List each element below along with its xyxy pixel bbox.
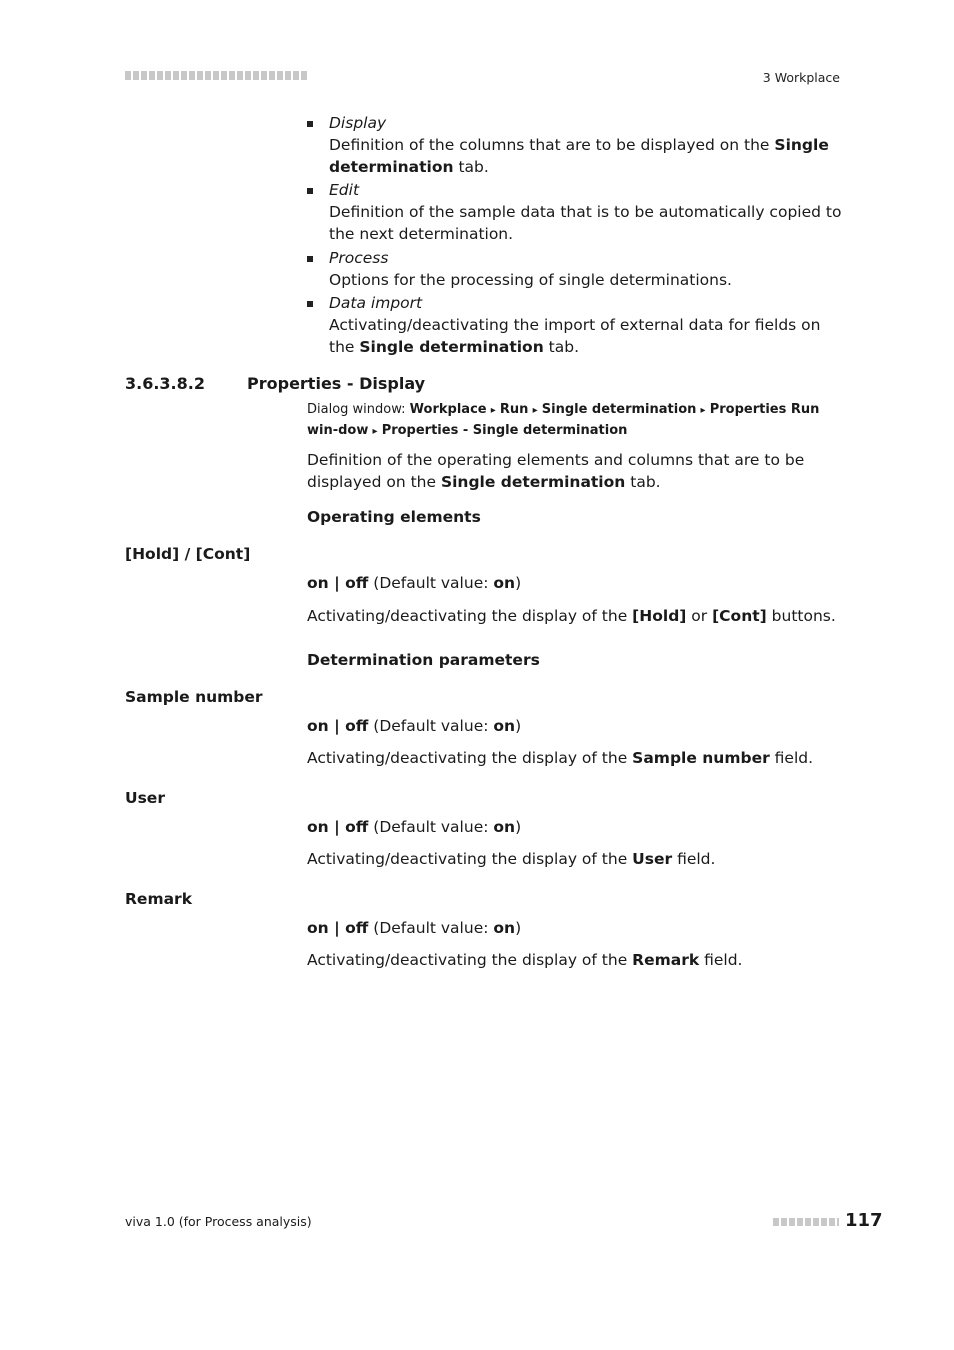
- bullet-desc: Options for the processing of single determinations.: [329, 271, 732, 289]
- bullet-edit: [329, 179, 844, 245]
- bullet-desc: Activating/deactivating the import of external data for fields on the Single determination tab.: [329, 316, 821, 356]
- param-name: User: [125, 789, 165, 807]
- header-chapter: 3 Workplace: [762, 70, 840, 85]
- dialog-path: Dialog window: Workplace ▸ Run ▸ Single determination ▸ Properties Run win-dow ▸ Properties - Single determination: [307, 402, 820, 438]
- bullet-marker: [307, 256, 313, 262]
- bullet-term: Display: [329, 114, 387, 132]
- intro-paragraph: Definition of the operating elements and columns that are to be displayed on the Single determination tab.: [307, 451, 805, 491]
- param-name: [Hold] / [Cont]: [125, 545, 251, 563]
- param-values: on | off (Default value: on): [307, 818, 522, 836]
- param-name: Remark: [125, 890, 193, 908]
- bullet-display: [329, 112, 844, 178]
- param-name: Sample number: [125, 688, 263, 706]
- footer-decoration: [773, 1218, 839, 1226]
- section-number: 3.6.3.8.2: [125, 374, 205, 393]
- header-decoration: [125, 71, 307, 80]
- param-values: on | off (Default value: on): [307, 717, 522, 735]
- bullet-marker: [307, 121, 313, 127]
- group-operating-elements: Operating elements: [307, 508, 481, 526]
- section-title: Properties - Display: [247, 374, 426, 393]
- bullet-data-import: [329, 292, 844, 358]
- bullet-marker: [307, 188, 313, 194]
- param-values: on | off (Default value: on): [307, 574, 522, 592]
- footer-product: viva 1.0 (for Process analysis): [125, 1214, 312, 1229]
- group-determination-parameters: Determination parameters: [307, 651, 540, 669]
- param-values: on | off (Default value: on): [307, 919, 522, 937]
- bullet-desc: Definition of the columns that are to be displayed on the Single determination tab.: [329, 136, 829, 176]
- param-description: Activating/deactivating the display of the Sample number field.: [307, 749, 814, 767]
- bullet-term: Data import: [329, 294, 423, 312]
- page-number: 117: [845, 1210, 883, 1231]
- bullet-marker: [307, 301, 313, 307]
- param-description: Activating/deactivating the display of the [Hold] or [Cont] buttons.: [307, 607, 836, 625]
- param-description: Activating/deactivating the display of the Remark field.: [307, 951, 743, 969]
- bullet-desc: Definition of the sample data that is to be automatically copied to the next determination.: [329, 203, 842, 243]
- bullet-process: [329, 247, 844, 291]
- bullet-term: Process: [329, 249, 389, 267]
- bullet-term: Edit: [329, 181, 360, 199]
- param-description: Activating/deactivating the display of the User field.: [307, 850, 716, 868]
